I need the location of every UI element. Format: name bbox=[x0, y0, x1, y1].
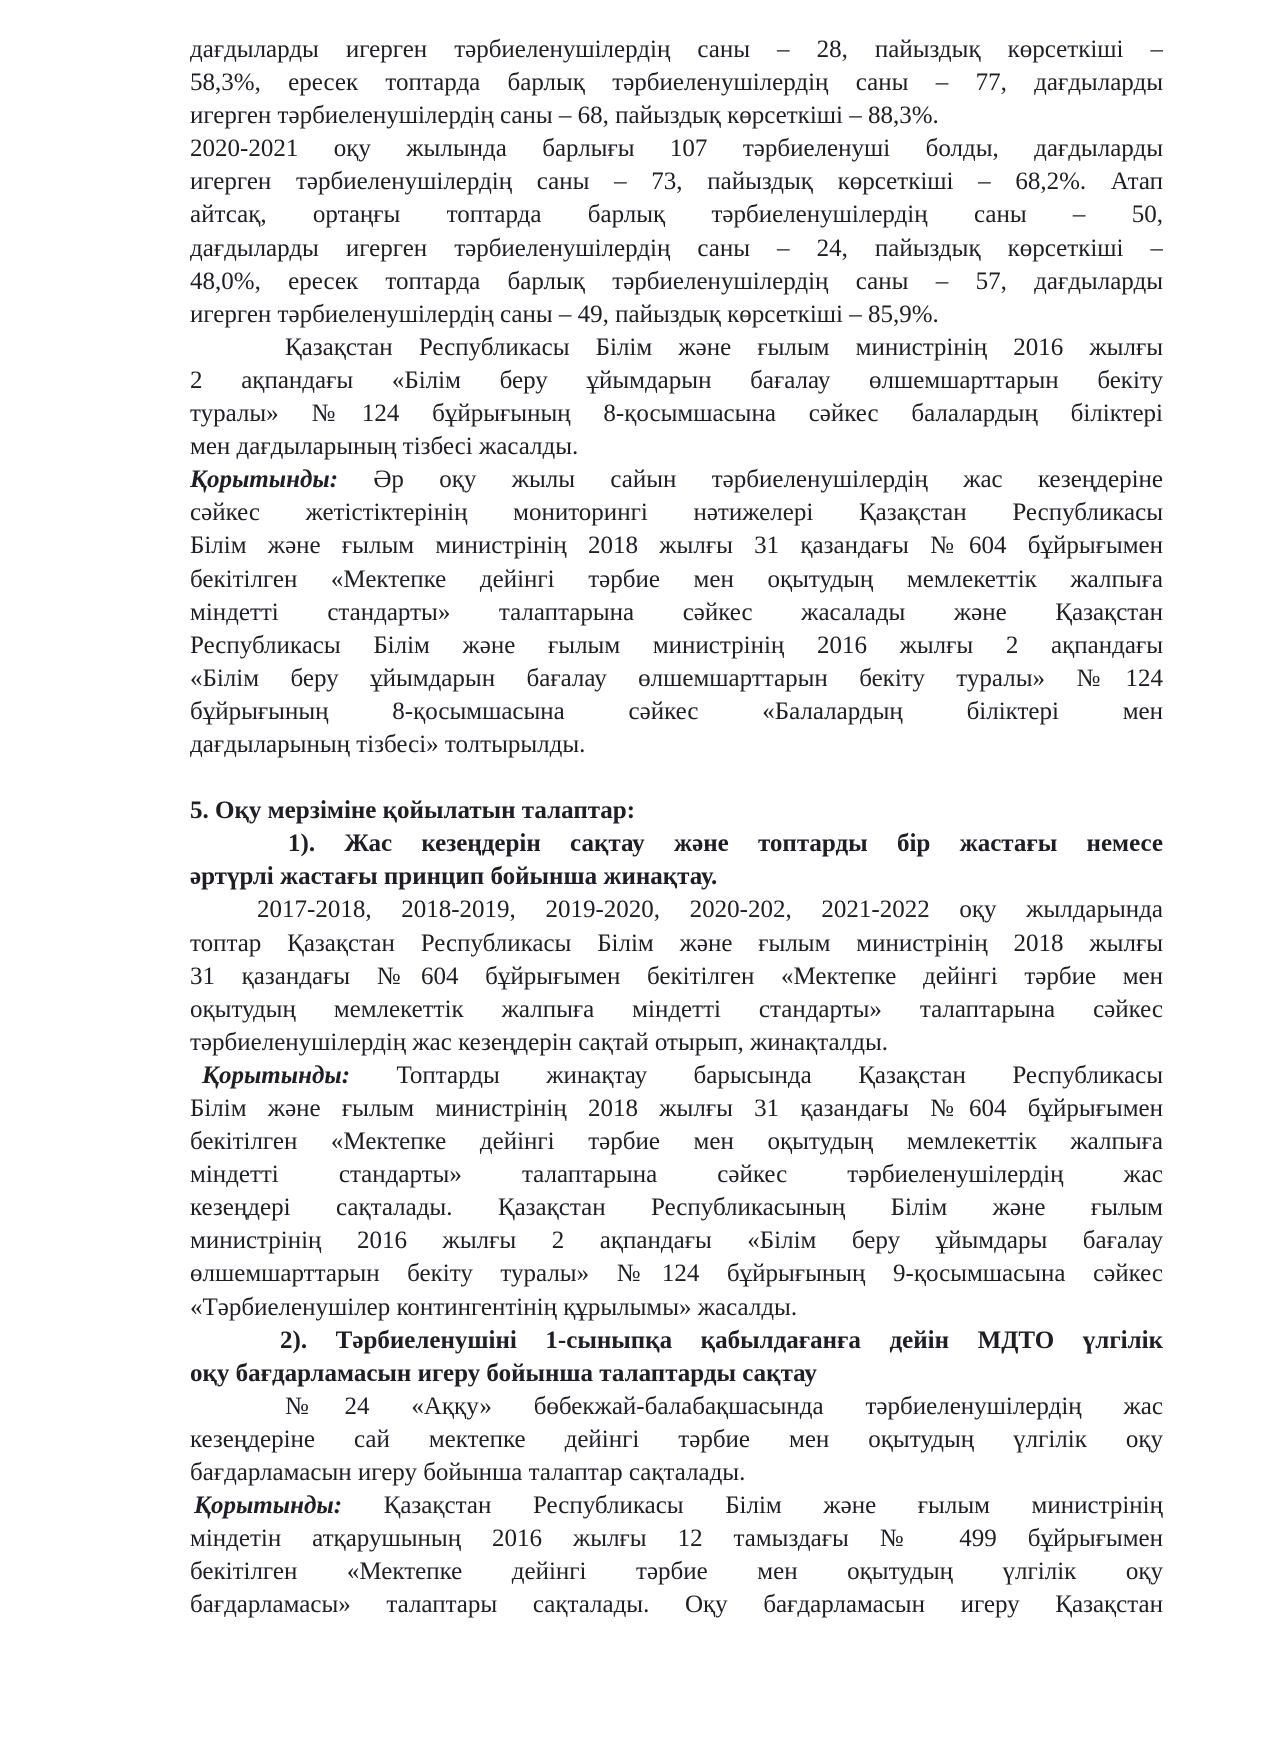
line-text: «Білім беру ұйымдарын бағалау өлшемшарттарын бекіту туралы» №124 bbox=[190, 664, 1163, 692]
text-line bbox=[190, 132, 1163, 165]
text-line bbox=[190, 66, 1163, 99]
text-line bbox=[190, 1257, 1163, 1290]
line-text: кезеңдеріне сай мектепке дейінгі тәрбие мен оқытудың үлгілік оқу bbox=[190, 1425, 1163, 1453]
heading-line bbox=[190, 794, 1163, 827]
line-text: сәйкес жетістіктерінің мониторингі нәтижелері Қазақстан Республикасы bbox=[190, 499, 1163, 527]
text-line bbox=[190, 993, 1163, 1026]
line-text: дағдыларды игерген тәрбиеленушілердің саны – 28, пайыздық көрсеткіші – bbox=[190, 36, 1163, 63]
text-line bbox=[190, 662, 1163, 695]
line-text: міндетті стандарты» талаптарына сәйкес тәрбиеленушілердің жас bbox=[190, 1161, 1163, 1189]
line-text: өлшемшарттарын бекіту туралы» №124 бұйрығының 9-қосымшасына сәйкес bbox=[190, 1260, 1163, 1288]
text-line bbox=[190, 695, 1163, 728]
line-text: оқу бағдарламасын игеру бойынша талаптарды сақтау bbox=[190, 1359, 817, 1387]
line-text: Топтарды жинақтау барысында Қазақстан Республикасы bbox=[350, 1061, 1163, 1089]
line-text: 58,3%, ересек топтарда барлық тәрбиеленушілердің саны – 77, дағдыларды bbox=[190, 69, 1163, 97]
blank-line bbox=[190, 761, 1163, 794]
line-text: 2017-2018, 2018-2019, 2019-2020, 2020-202, 2021-2022 оқу жылдарында bbox=[257, 896, 1163, 924]
line-text: Әр оқу жылы сайын тәрбиеленушілердің жас кезеңдеріне bbox=[338, 466, 1163, 494]
conclusion-label: Қорытынды: bbox=[194, 1492, 343, 1520]
line-text: «Тәрбиеленушілер контингентінің құрылымы» жасалды. bbox=[190, 1293, 798, 1321]
text-line bbox=[190, 1390, 1163, 1423]
text-line bbox=[190, 1489, 1163, 1522]
line-text: бағдарламасын игеру бойынша талаптар сақталады. bbox=[190, 1459, 746, 1487]
line-text: 31 қазандағы №604 бұйрығымен бекітілген «Мектепке дейінгі тәрбие мен bbox=[190, 962, 1163, 990]
text-line bbox=[190, 1423, 1163, 1456]
conclusion-label: Қорытынды: bbox=[202, 1061, 351, 1089]
text-line bbox=[190, 1158, 1163, 1191]
line-text: №24 «Аққу» бөбекжай-балабақшасында тәрбиеленушілердің жас bbox=[285, 1392, 1163, 1420]
text-line bbox=[190, 430, 1163, 463]
heading-line bbox=[190, 827, 1163, 860]
line-text: Республикасы Білім және ғылым министрінің 2016 жылғы 2 ақпандағы bbox=[190, 631, 1163, 659]
line-text: әртүрлі жастағы принцип бойынша жинақтау. bbox=[190, 863, 718, 891]
line-text: бұйрығының 8-қосымшасына сәйкес «Балалардың біліктері мен bbox=[190, 697, 1163, 725]
line-text: министрінің 2016 жылғы 2 ақпандағы «Білім беру ұйымдары бағалау bbox=[190, 1227, 1163, 1255]
line-text: Қазақстан Республикасы Білім және ғылым министрінің bbox=[342, 1492, 1163, 1520]
text-line bbox=[190, 596, 1163, 629]
text-line bbox=[190, 1191, 1163, 1224]
text-line bbox=[190, 1291, 1163, 1324]
text-line bbox=[190, 33, 1163, 66]
text-line bbox=[190, 927, 1163, 960]
document-page bbox=[190, 33, 1163, 1622]
line-text: айтсақ, ортаңғы топтарда барлық тәрбиеленушілердің саны – 50, bbox=[190, 201, 1163, 229]
text-line bbox=[190, 529, 1163, 562]
line-text: дағдыларды игерген тәрбиеленушілердің саны – 24, пайыздық көрсеткіші – bbox=[190, 234, 1163, 262]
text-line bbox=[190, 629, 1163, 662]
line-text: игерген тәрбиеленушілердің саны – 73, пайыздық көрсеткіші – 68,2%. Атап bbox=[190, 168, 1163, 196]
heading-line bbox=[190, 860, 1163, 893]
text-line bbox=[190, 1092, 1163, 1125]
text-line bbox=[190, 99, 1163, 132]
text-line bbox=[190, 1555, 1163, 1588]
line-text: бекітілген «Мектепке дейінгі тәрбие мен оқытудың үлгілік оқу bbox=[190, 1558, 1163, 1586]
text-line bbox=[190, 728, 1163, 761]
heading-line bbox=[190, 1324, 1163, 1357]
line-text: топтар Қазақстан Республикасы Білім және ғылым министрінің 2018 жылғы bbox=[190, 929, 1163, 957]
line-text: 1). Жас кезеңдерін сақтау және топтарды бір жастағы немесе bbox=[288, 830, 1163, 858]
text-line bbox=[190, 496, 1163, 529]
text-line bbox=[190, 1125, 1163, 1158]
line-text: 2). Тәрбиеленушіні 1-сыныпқа қабылдағанға дейін МДТО үлгілік bbox=[280, 1326, 1163, 1354]
line-text: Білім және ғылым министрінің 2018 жылғы 31 қазандағы №604 бұйрығымен bbox=[190, 1095, 1163, 1122]
text-line bbox=[190, 331, 1163, 364]
line-text: мен дағдыларының тізбесі жасалды. bbox=[190, 433, 579, 461]
text-line bbox=[190, 232, 1163, 265]
text-line bbox=[190, 960, 1163, 993]
line-text: кезеңдері сақталады. Қазақстан Республикасының Білім және ғылым bbox=[190, 1194, 1163, 1222]
line-text: 48,0%, ересек топтарда барлық тәрбиеленушілердің саны – 57, дағдыларды bbox=[190, 267, 1163, 295]
text-line bbox=[190, 165, 1163, 198]
text-line bbox=[190, 1224, 1163, 1257]
text-line bbox=[190, 1059, 1163, 1092]
line-text: дағдыларының тізбесі» толтырылды. bbox=[190, 730, 586, 758]
line-text: игерген тәрбиеленушілердің саны – 49, пайыздық көрсеткіші – 85,9%. bbox=[190, 300, 939, 328]
line-text: бекітілген «Мектепке дейінгі тәрбие мен оқытудың мемлекеттік жалпыға bbox=[190, 565, 1163, 593]
line-text: міндетін атқарушының 2016 жылғы 12 тамыздағы № 499 бұйрығымен bbox=[190, 1525, 1163, 1553]
line-text: игерген тәрбиеленушілердің саны – 68, пайыздық көрсеткіші – 88,3%. bbox=[190, 102, 939, 130]
text-line bbox=[190, 364, 1163, 397]
line-text: туралы» №124 бұйрығының 8-қосымшасына сәйкес балалардың біліктері bbox=[190, 400, 1163, 428]
line-text: тәрбиеленушілердің жас кезеңдерін сақтай отырып, жинақталды. bbox=[190, 1028, 889, 1056]
line-text: 2020-2021 оқу жылында барлығы 107 тәрбиеленуші болды, дағдыларды bbox=[190, 135, 1163, 163]
line-text: оқытудың мемлекеттік жалпыға міндетті стандарты» талаптарына сәйкес bbox=[190, 995, 1163, 1023]
line-text: 2 ақпандағы «Білім беру ұйымдарын бағалау өлшемшарттарын бекіту bbox=[190, 366, 1163, 394]
conclusion-label: Қорытынды: bbox=[190, 466, 339, 494]
text-line bbox=[190, 1588, 1163, 1621]
text-line bbox=[190, 198, 1163, 231]
line-text: 5. Оқу мерзіміне қойылатын талаптар: bbox=[190, 797, 636, 825]
line-text: бағдарламасы» талаптары сақталады. Оқу бағдарламасын игеру Қазақстан bbox=[190, 1591, 1163, 1619]
text-line bbox=[190, 265, 1163, 298]
line-text: Қазақстан Республикасы Білім және ғылым министрінің 2016 жылғы bbox=[285, 333, 1163, 361]
heading-line bbox=[190, 1357, 1163, 1390]
text-line bbox=[190, 1522, 1163, 1555]
line-text: Білім және ғылым министрінің 2018 жылғы 31 қазандағы №604 бұйрығымен bbox=[190, 532, 1163, 560]
text-line bbox=[190, 397, 1163, 430]
text-line bbox=[190, 893, 1163, 926]
text-line bbox=[190, 298, 1163, 331]
text-line bbox=[190, 463, 1163, 496]
line-text: міндетті стандарты» талаптарына сәйкес жасалады және Қазақстан bbox=[190, 598, 1163, 626]
text-line bbox=[190, 1456, 1163, 1489]
text-line bbox=[190, 563, 1163, 596]
text-line bbox=[190, 1026, 1163, 1059]
line-text: бекітілген «Мектепке дейінгі тәрбие мен оқытудың мемлекеттік жалпыға bbox=[190, 1128, 1163, 1156]
